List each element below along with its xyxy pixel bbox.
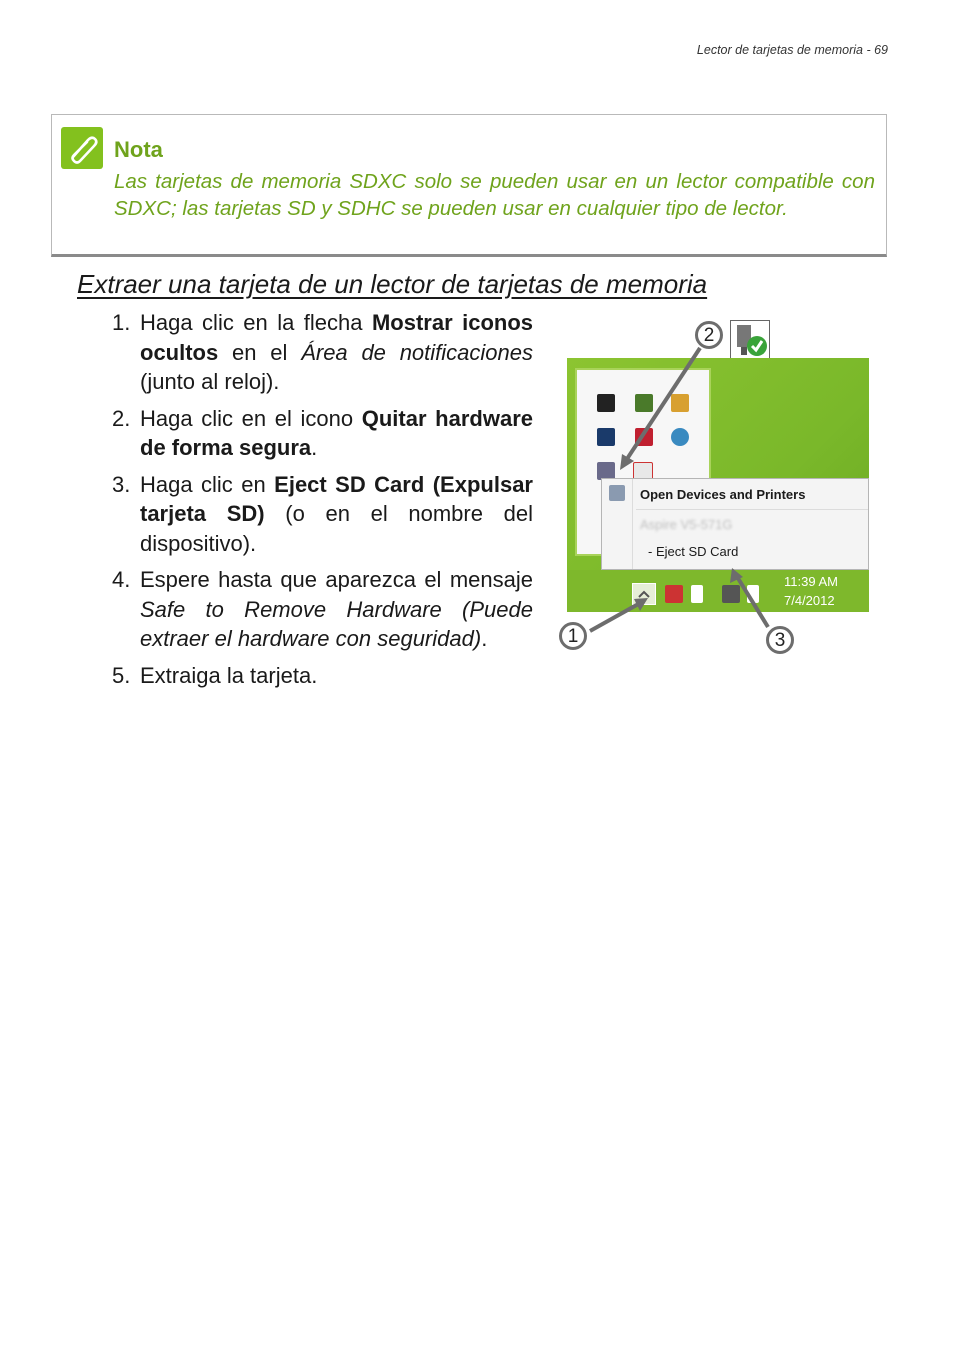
- step-number: 5.: [112, 662, 131, 688]
- tray-app-icon: [671, 394, 689, 412]
- step-text: Espere hasta que aparezca el mensaje: [140, 567, 533, 592]
- note-box: [51, 114, 887, 257]
- callout-2: 2: [695, 321, 723, 349]
- tray-app-icon: [635, 428, 653, 446]
- step-4: [112, 565, 533, 654]
- taskbar-clock[interactable]: [784, 572, 838, 610]
- step-1: [112, 308, 533, 397]
- step-text: Haga clic en el icono: [140, 405, 362, 431]
- step-text: .: [481, 626, 488, 651]
- callout-3: 3: [766, 626, 794, 654]
- clock-date: 7/4/2012: [784, 593, 835, 608]
- step-text: Extraiga la tarjeta.: [140, 662, 318, 688]
- page-header: Lector de tarjetas de memoria - 69: [696, 43, 888, 57]
- step-bold: Eject SD Card (Expulsar tarjeta SD): [140, 471, 533, 526]
- step-text: en el: [218, 339, 302, 365]
- tray-app-icon: [635, 394, 653, 412]
- step-text: Haga clic en: [140, 471, 275, 497]
- taskbar: [567, 570, 869, 612]
- volume-icon[interactable]: [747, 585, 759, 603]
- step-text: (o en el nombre del dispositivo).: [140, 501, 533, 556]
- step-bold: Quitar hardware de forma segura: [140, 405, 533, 460]
- action-center-icon[interactable]: [665, 585, 683, 603]
- safely-remove-hardware-icon: [730, 320, 770, 360]
- screenshot-figure: [550, 315, 880, 660]
- step-number: 3.: [112, 471, 131, 497]
- note-text: Las tarjetas de memoria SDXC solo se pueden usar en un lector compatible con SDXC; las tarjetas SD y SDHC se pueden usar en cualquier tipo de lector.: [114, 170, 875, 220]
- step-number: 4.: [112, 567, 131, 592]
- tray-app-icon: [597, 428, 615, 446]
- network-icon[interactable]: [722, 585, 740, 603]
- menu-separator: [636, 509, 868, 510]
- step-number: 1.: [112, 310, 131, 335]
- menu-gutter: [632, 479, 633, 569]
- step-bold: Mostrar iconos ocultos: [140, 310, 533, 365]
- battery-icon[interactable]: [691, 585, 703, 603]
- step-2: [112, 404, 533, 463]
- menu-item-open-devices[interactable]: Open Devices and Printers: [640, 487, 806, 502]
- show-hidden-icons-button[interactable]: [632, 583, 656, 605]
- step-text: (junto al reloj).: [140, 369, 280, 394]
- step-text: Haga clic en la flecha: [140, 310, 372, 335]
- step-number: 2.: [112, 405, 131, 431]
- step-5: [112, 661, 533, 691]
- windows-desktop-screenshot: [567, 358, 869, 612]
- printer-icon: [609, 485, 625, 501]
- step-italic: Área de notificaciones: [301, 339, 533, 365]
- clock-time: 11:39 AM: [784, 574, 838, 589]
- context-menu: [601, 478, 869, 570]
- section-title: Extraer una tarjeta de un lector de tarjetas de memoria: [77, 269, 708, 299]
- step-text: .: [311, 435, 318, 460]
- tray-app-icon: [597, 394, 615, 412]
- step-3: [112, 470, 533, 559]
- note-title: Nota: [114, 137, 163, 162]
- callout-1: 1: [559, 622, 587, 650]
- paperclip-icon: [61, 127, 103, 169]
- tray-app-icon: [671, 428, 689, 446]
- steps-list: [112, 308, 533, 697]
- menu-item-device-name[interactable]: Aspire V5-571G: [640, 517, 733, 532]
- menu-item-eject-sd-card[interactable]: - Eject SD Card: [648, 544, 739, 559]
- step-italic: Safe to Remove Hardware (Puede extraer el hardware con seguridad): [140, 596, 533, 651]
